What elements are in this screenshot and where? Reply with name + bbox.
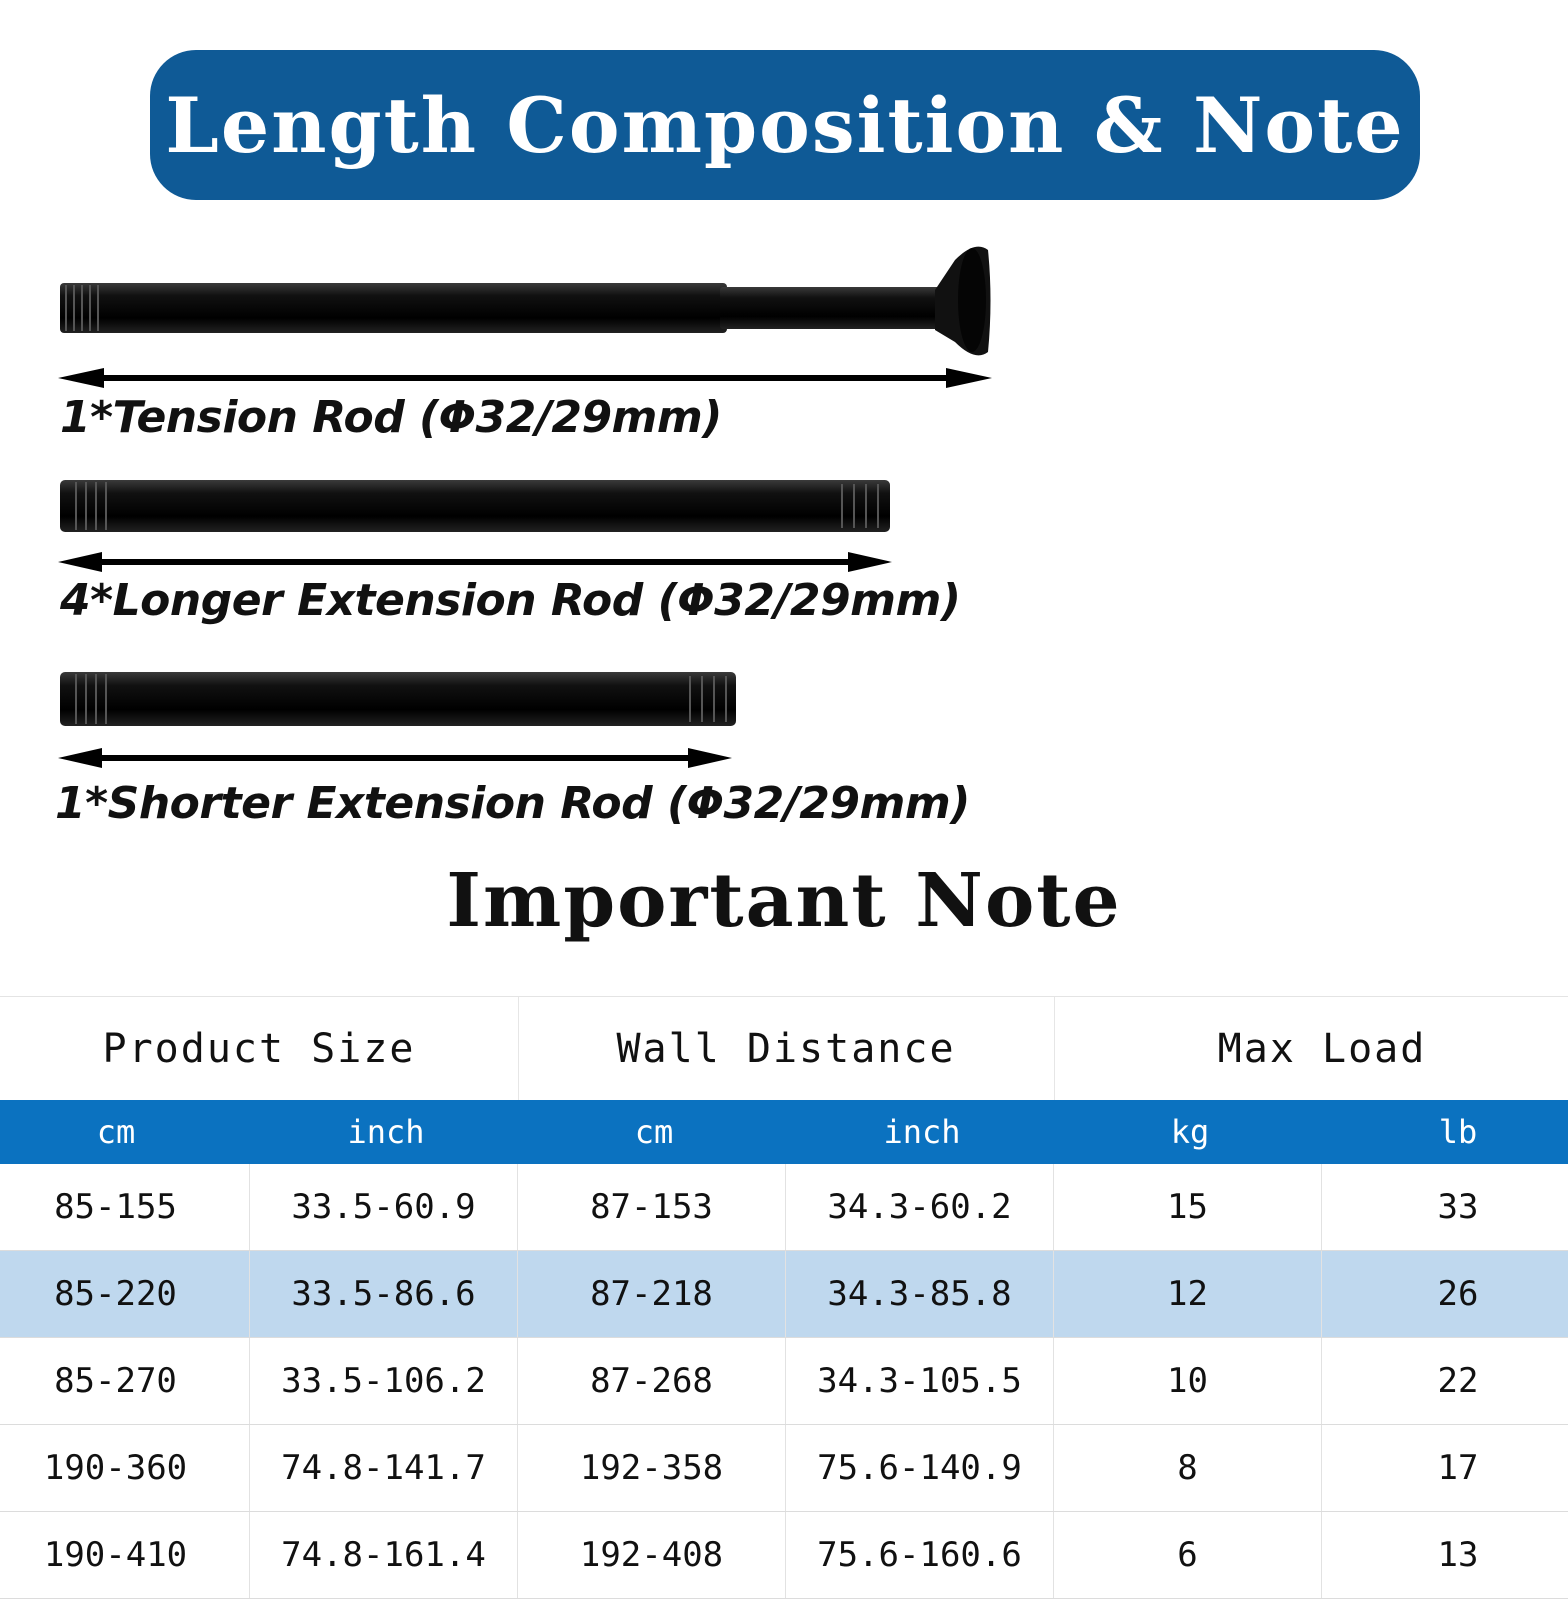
table-row (0, 1425, 1568, 1512)
group-product-size: Product Size (0, 997, 519, 1100)
longer-extension-rod-arrow (58, 552, 892, 572)
size-table (0, 996, 1568, 1599)
banner-title: Length Composition & Note (165, 80, 1405, 170)
unit-header: inch (347, 1113, 425, 1151)
table-cell: 87-218 (518, 1251, 786, 1337)
tension-rod-arrow (58, 368, 992, 388)
table-cell: 87-268 (518, 1338, 786, 1424)
table-cell: 33.5-86.6 (250, 1251, 518, 1337)
table-cell: 22 (1437, 1361, 1479, 1401)
table-cell: 12 (1054, 1251, 1322, 1337)
shorter-extension-rod-arrow (58, 748, 732, 768)
table-cell: 13 (1437, 1535, 1479, 1575)
longer-extension-rod-image (60, 480, 890, 532)
table-row (0, 1251, 1568, 1338)
table-cell: 6 (1054, 1512, 1322, 1598)
table-cell: 33 (1437, 1187, 1479, 1227)
table-cell: 74.8-161.4 (250, 1512, 518, 1598)
group-max-load: Max Load (1217, 1025, 1427, 1072)
table-cell: 85-155 (0, 1164, 250, 1250)
table-cell: 190-360 (0, 1425, 250, 1511)
table-cell: 8 (1054, 1425, 1322, 1511)
table-cell: 15 (1054, 1164, 1322, 1250)
table-cell: 85-270 (0, 1338, 250, 1424)
table-cell: 85-220 (0, 1251, 250, 1337)
tension-rod-image (60, 247, 991, 356)
unit-header: kg (1170, 1113, 1210, 1151)
shorter-extension-rod-image (60, 672, 736, 726)
table-row (0, 1338, 1568, 1425)
tension-rod-label: 1*Tension Rod (Φ32/29mm) (60, 392, 722, 443)
table-cell: 34.3-105.5 (786, 1338, 1054, 1424)
table-unit-header (0, 1100, 1568, 1164)
unit-header: cm (96, 1113, 136, 1151)
shorter-extension-rod-label: 1*Shorter Extension Rod (Φ32/29mm) (55, 778, 970, 829)
table-cell: 192-408 (518, 1512, 786, 1598)
table-row (0, 1164, 1568, 1251)
table-group-header (0, 996, 1568, 1100)
table-cell: 87-153 (518, 1164, 786, 1250)
table-row (0, 1512, 1568, 1599)
table-cell: 34.3-60.2 (786, 1164, 1054, 1250)
table-cell: 192-358 (518, 1425, 786, 1511)
table-cell: 33.5-106.2 (250, 1338, 518, 1424)
table-cell: 34.3-85.8 (786, 1251, 1054, 1337)
table-cell: 10 (1054, 1338, 1322, 1424)
longer-extension-rod-label: 4*Longer Extension Rod (Φ32/29mm) (60, 575, 961, 626)
table-cell: 190-410 (0, 1512, 250, 1598)
table-cell: 17 (1437, 1448, 1479, 1488)
table-cell: 33.5-60.9 (250, 1164, 518, 1250)
table-cell: 74.8-141.7 (250, 1425, 518, 1511)
group-wall-distance: Wall Distance (518, 997, 1055, 1100)
unit-header: lb (1438, 1113, 1478, 1151)
table-body (0, 1164, 1568, 1599)
table-cell: 75.6-160.6 (786, 1512, 1054, 1598)
unit-header: cm (634, 1113, 674, 1151)
unit-header: inch (883, 1113, 961, 1151)
table-cell: 26 (1437, 1274, 1479, 1314)
important-note-title: Important Note (446, 858, 1122, 944)
table-cell: 75.6-140.9 (786, 1425, 1054, 1511)
